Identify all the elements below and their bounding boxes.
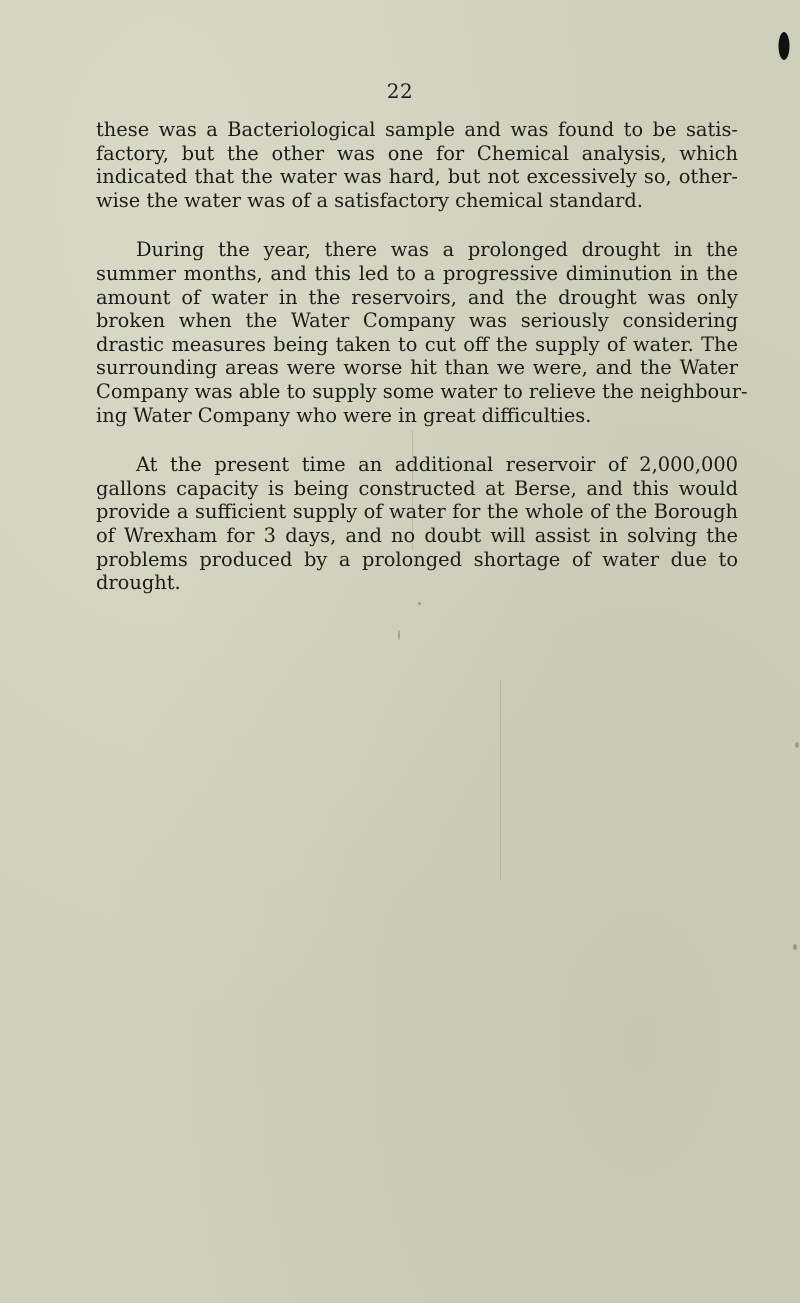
text-line: During the year, there was a prolonged drought in the	[136, 238, 738, 262]
page-number: 22	[386, 79, 414, 103]
text-line: At the present time an additional reservoir of 2,000,000	[136, 453, 738, 477]
paper-crease	[500, 680, 501, 880]
body-text	[96, 118, 748, 621]
text-line: broken when the Water Company was seriously considering	[96, 309, 738, 333]
paper-speck	[795, 742, 799, 748]
text-line: wise the water was of a satisfactory chemical standard.	[96, 188, 643, 212]
text-line: gallons capacity is being constructed at Berse, and this would	[96, 476, 738, 500]
text-line: ing Water Company who were in great difficulties.	[96, 403, 592, 427]
paragraph-water-samples	[96, 118, 738, 212]
text-line: these was a Bacteriological sample and was found to be satis-	[96, 118, 738, 141]
text-line: of Wrexham for 3 days, and no doubt will assist in solving the	[96, 523, 738, 547]
text-line: amount of water in the reservoirs, and the drought was only	[96, 285, 738, 309]
paper-speck	[793, 944, 797, 950]
text-line: indicated that the water was hard, but not excessively so, other-	[96, 165, 738, 189]
text-line: problems produced by a prolonged shortage of water due to	[96, 547, 738, 571]
paper-speck	[398, 630, 400, 640]
text-line: summer months, and this led to a progressive diminution in the	[96, 261, 738, 285]
text-line: drastic measures being taken to cut off the supply of water. The	[96, 332, 738, 356]
text-line: drought.	[96, 571, 181, 595]
ink-blot-mark	[776, 30, 792, 62]
text-line: Company was able to supply some water to relieve the neighbour-	[96, 379, 748, 403]
paragraph-drought	[96, 238, 748, 427]
paragraph-reservoir	[96, 453, 738, 595]
text-line: surrounding areas were worse hit than we were, and the Water	[96, 356, 738, 380]
text-line: factory, but the other was one for Chemical analysis, which	[96, 141, 738, 165]
text-line: provide a sufficient supply of water for the whole of the Borough	[96, 500, 738, 524]
